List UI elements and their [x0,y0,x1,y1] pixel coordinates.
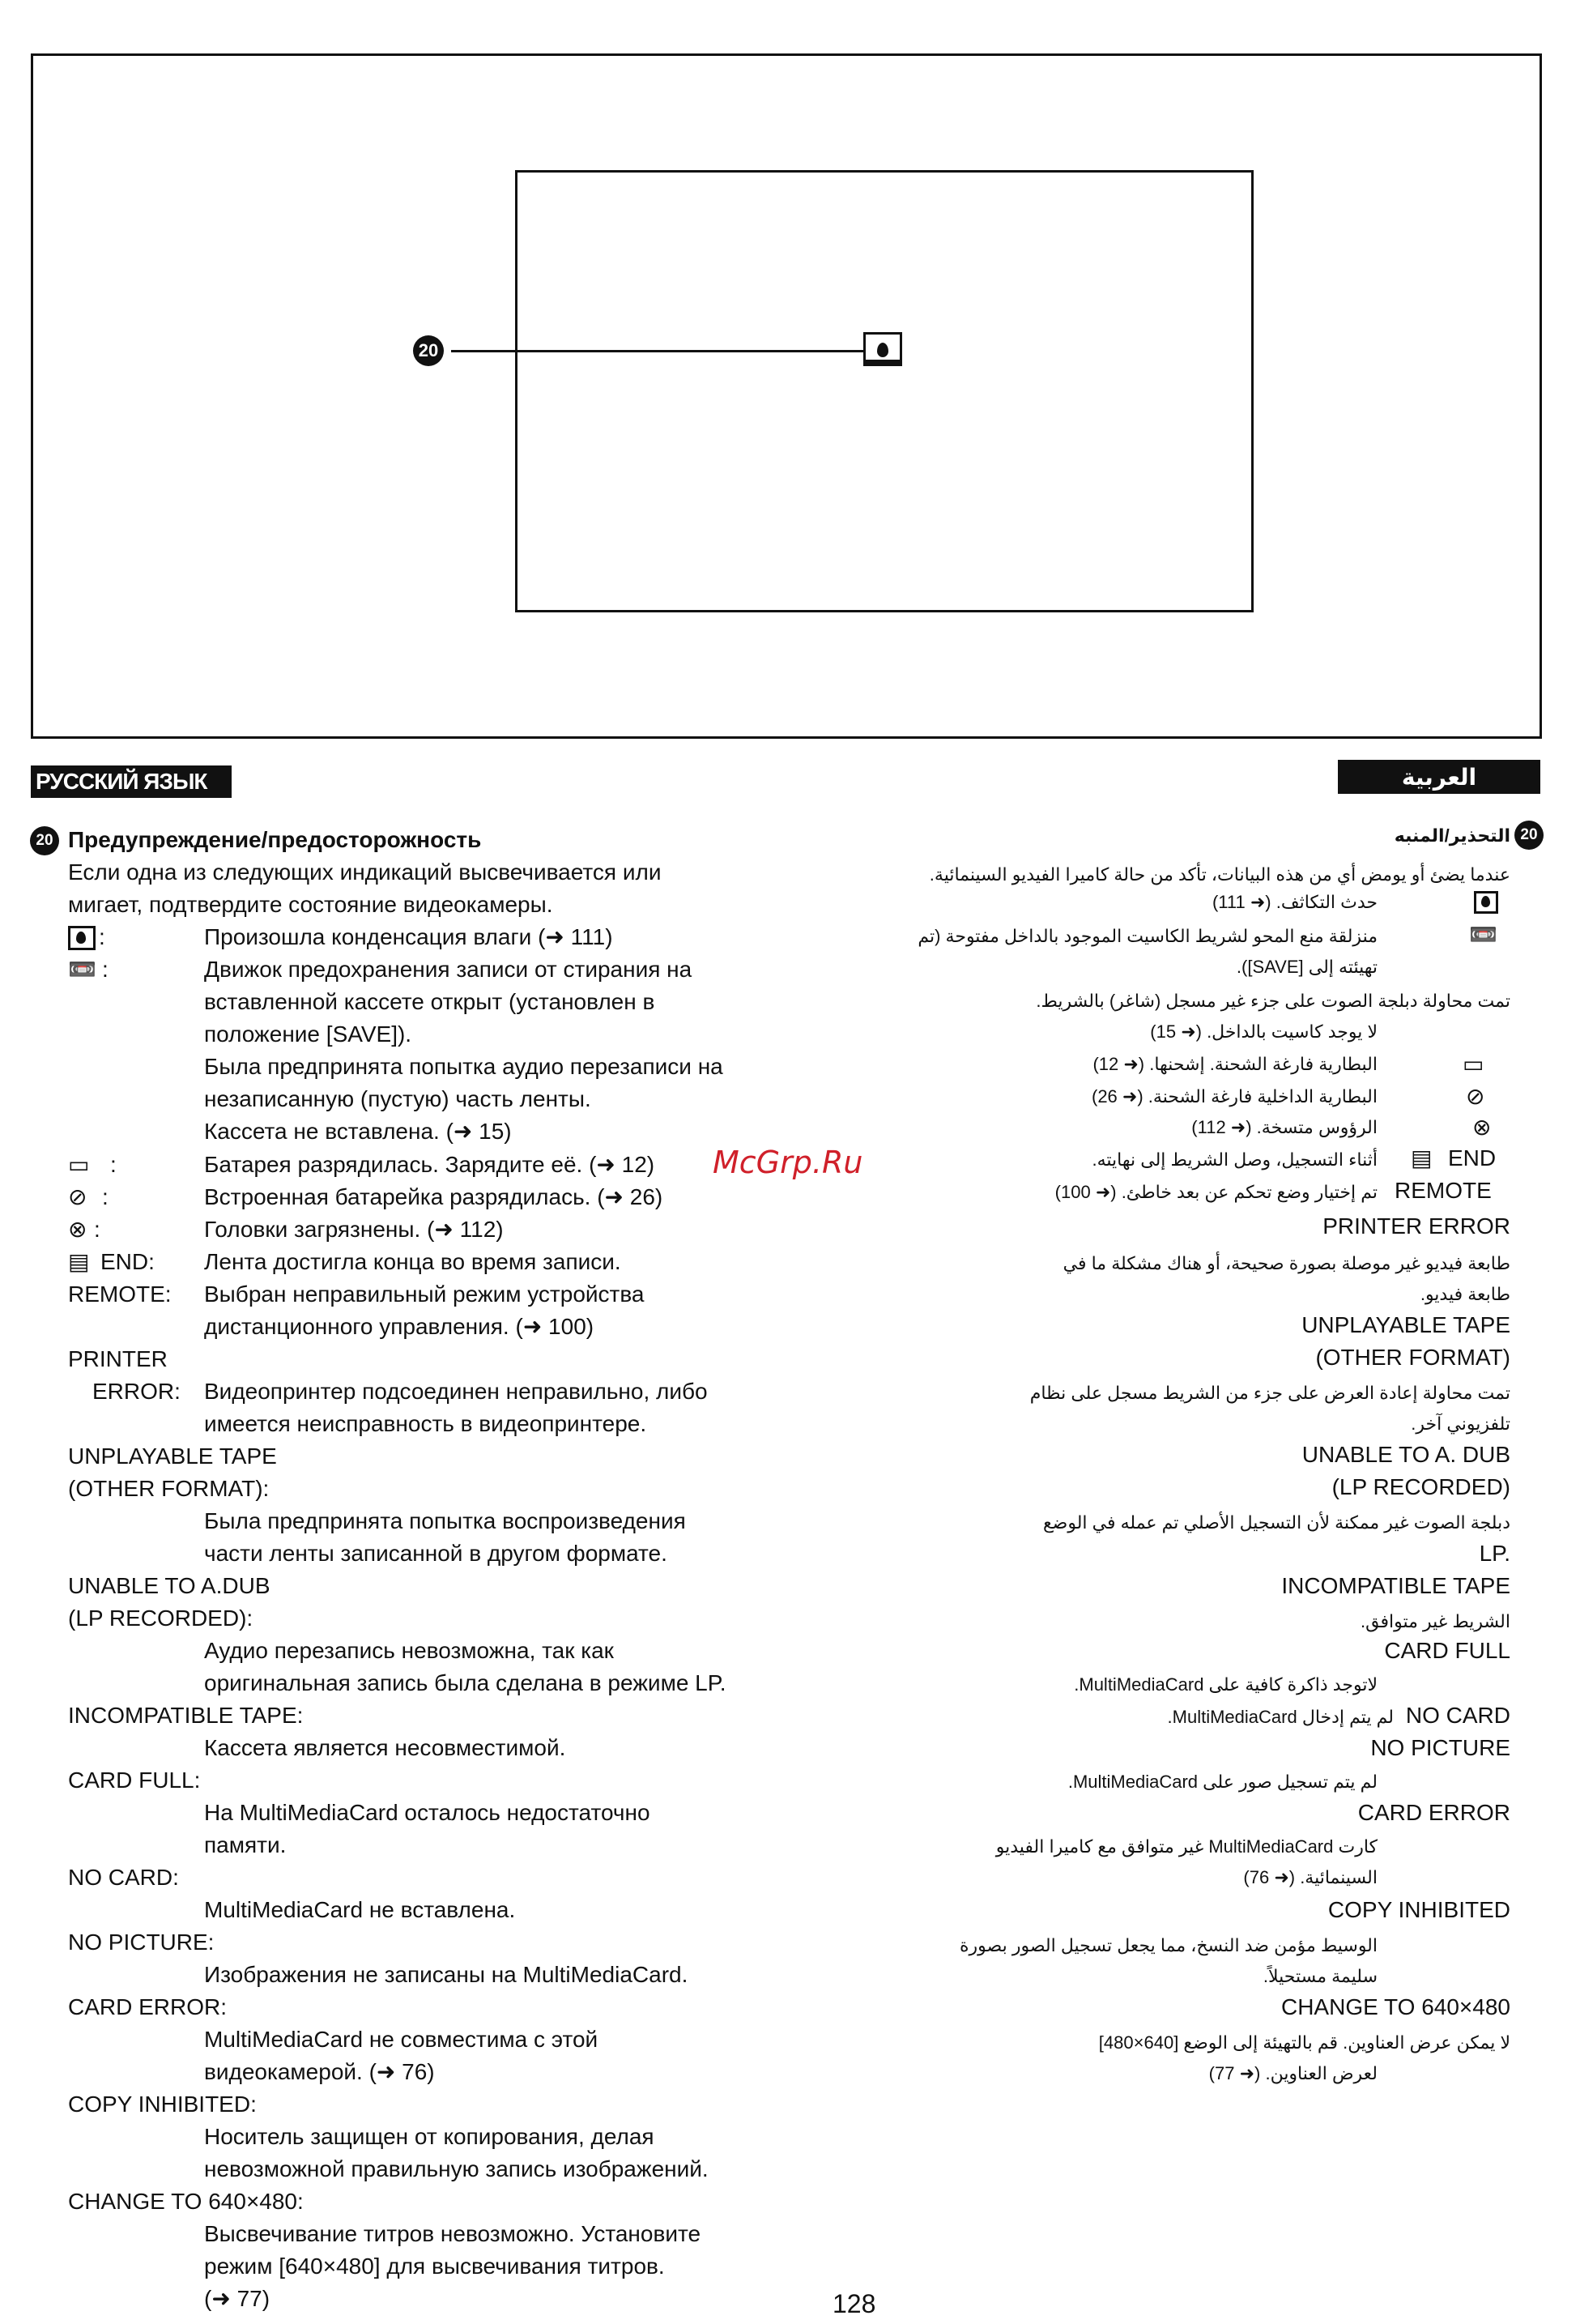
ar-item-text: تم إختيار وضع تحكم عن بعد خاطئ. (➜ 100) [1054,1182,1378,1202]
ru-item-text: незаписанную (пустую) часть ленты. [204,1086,591,1111]
cassette-icon: 📼 [68,957,96,982]
ru-block-text: Была предпринята попытка воспроизведения [204,1508,686,1533]
ru-item-key: : [102,1184,109,1209]
condensation-icon [68,926,96,950]
ru-block-text: Высвечивание титров невозможно. Установите [204,2221,701,2246]
ru-block-text: Изображения не записаны на MultiMediaCard. [204,1962,688,1987]
ar-block-head: CARD ERROR [1357,1800,1510,1825]
ru-item-key: ERROR: [92,1379,181,1404]
ar-block-text: لم يتم تسجيل صور على MultiMediaCard. [1067,1772,1378,1792]
ar-block-text: السينمائية. (➜ 76) [1243,1867,1378,1887]
ru-item-text: Кассета не вставлена. (➜ 15) [204,1119,512,1144]
ru-block-head: CHANGE TO 640×480: [68,2189,304,2214]
viewfinder-screen [515,170,1254,612]
ru-item-text: имеется неисправность в видеопринтере. [204,1411,647,1436]
ru-block-text: оригинальная запись была сделана в режиме LP. [204,1670,726,1695]
ar-block-text: طابعة فيديو. [1420,1284,1510,1304]
ar-item-text: حدث التكاثف. (➜ 111) [1212,892,1378,912]
ar-block-text: لم يتم إدخال MultiMediaCard. [1167,1707,1394,1727]
ru-block-text: видеокамерой. (➜ 76) [204,2059,435,2084]
ar-block-text: طابعة فيديو غير موصلة بصورة صحيحة، أو هناك مشكلة ما في [1063,1253,1510,1273]
ar-item-text: أثناء التسجيل، وصل الشريط إلى نهايته. [1092,1149,1378,1170]
ru-item-text: вставленной кассете открыт (установлен в [204,989,655,1014]
ar-block-head: UNPLAYABLE TAPE [1301,1312,1510,1337]
ru-intro: Если одна из следующих индикаций высвечивается или [68,859,662,885]
ar-block-head: (OTHER FORMAT) [1315,1345,1510,1370]
ar-block-head: (LP RECORDED) [1331,1474,1510,1499]
ru-item-text: положение [SAVE]). [204,1021,412,1047]
ru-block-text: На MultiMediaCard осталось недостаточно [204,1800,650,1825]
ar-block-head: NO CARD [1405,1703,1510,1728]
lang-header-arabic: العربية [1338,760,1540,794]
lang-header-russian: РУССКИЙ ЯЗЫК [31,765,232,798]
ar-block-text: تلفزيوني آخر. [1411,1414,1510,1434]
ru-block-head: (LP RECORDED): [68,1605,253,1631]
ar-item-text: البطارية فارغة الشحنة. إشحنها. (➜ 12) [1092,1054,1378,1074]
ar-block-text: الشريط غير متوافق. [1361,1611,1510,1631]
page-number: 128 [833,2289,876,2318]
ru-item-text: дистанционного управления. (➜ 100) [204,1314,594,1339]
battery-icon: ▭ [1463,1051,1484,1077]
ru-item-key: PRINTER [68,1346,168,1371]
cassette-icon: 📼 [1469,922,1497,947]
ru-block-head: NO CARD: [68,1865,179,1890]
ru-intro: мигает, подтвердите состояние видеокамеры. [68,892,553,917]
ru-item-text: Лента достигла конца во время записи. [204,1249,621,1274]
ru-block-text: MultiMediaCard не совместима с этой [204,2027,598,2052]
callout-line [451,350,863,352]
ru-block-head: UNPLAYABLE TAPE [68,1443,277,1469]
ar-item-text: منزلقة منع المحو لشريط الكاسيت الموجود بالداخل مفتوحة (تم [918,926,1378,946]
ru-item-text: Встроенная батарейка разрядилась. (➜ 26) [204,1184,663,1209]
ru-block-text: памяти. [204,1832,287,1857]
ar-block-text: لا يمكن عرض العناوين. قم بالتهيئة إلى الوضع [640×480] [1098,2032,1510,2053]
ar-block-head: PRINTER ERROR [1322,1213,1510,1239]
internal-battery-icon: ⊘ [1466,1084,1485,1109]
ar-block-head: CARD FULL [1384,1638,1510,1663]
ru-item-key: : [102,957,109,982]
ar-block-text: كارت MultiMediaCard غير متوافق مع كاميرا الفيديو [995,1836,1378,1857]
condensation-icon [863,332,902,366]
section-badge: 20 [30,826,59,855]
ar-block-text: سليمة مستحيلاً. [1263,1966,1378,1986]
ar-item-text: البطارية الداخلية فارغة الشحنة. (➜ 26) [1091,1086,1378,1107]
ar-intro: عندما يضئ أو يومض أي من هذه البيانات، تأكد من حالة كاميرا الفيديو السينمائية. [929,864,1510,885]
ar-section-title: التحذير/المنبه [1394,825,1510,846]
ar-block-text: دبلجة الصوت غير ممكنة لأن التسجيل الأصلي تم عمله في الوضع [1042,1512,1510,1533]
ru-item-key: : [94,1217,100,1242]
ru-block-head: NO PICTURE: [68,1930,215,1955]
ar-block-head: INCOMPATIBLE TAPE [1281,1573,1510,1598]
watermark: McGrp.Ru [713,1145,863,1180]
callout-marker: 20 [413,335,444,366]
ru-block-head: CARD FULL: [68,1768,201,1793]
ru-item-text: Произошла конденсация влаги (➜ 111) [204,924,613,949]
ru-item-key: END: [100,1249,155,1274]
ru-block-text: части ленты записанной в другом формате. [204,1541,667,1566]
tape-end-icon: ▤ [1411,1145,1433,1171]
ru-item-text: Выбран неправильный режим устройства [204,1281,645,1307]
ru-block-head: UNABLE TO A.DUB [68,1573,270,1598]
ru-item-key: : [99,924,105,949]
ar-item-key: REMOTE [1395,1178,1492,1203]
dirty-heads-icon: ⊗ [68,1217,87,1242]
ar-item-text: لا يوجد كاسيت بالداخل. (➜ 15) [1150,1021,1378,1042]
ar-block-text: لاتوجد ذاكرة كافية على MultiMediaCard. [1074,1674,1378,1695]
dirty-heads-icon: ⊗ [1472,1115,1492,1140]
ru-block-text: Носитель защищен от копирования, делая [204,2124,654,2149]
ru-block-head: INCOMPATIBLE TAPE: [68,1703,304,1728]
ru-item-key: REMOTE: [68,1281,172,1307]
ar-block-head: COPY INHIBITED [1327,1897,1510,1922]
ar-block-head: NO PICTURE [1370,1735,1510,1760]
ar-block-text: تمت محاولة إعادة العرض على جزء من الشريط مسجل على نظام [1029,1383,1510,1403]
ar-item-text: تهيئته إلى [SAVE]). [1236,957,1378,977]
ru-block-text: (➜ 77) [204,2286,270,2311]
ru-block-text: режим [640×480] для высвечивания титров. [204,2254,665,2279]
ar-block-text: الوسيط مؤمن ضد النسخ، مما يجعل تسجيل الصور بصورة [960,1935,1378,1955]
ru-block-head: COPY INHIBITED: [68,2092,257,2117]
ru-item-text: Движок предохранения записи от стирания на [204,957,692,982]
ar-item-text: تمت محاولة دبلجة الصوت على جزء غير مسجل (شاغر) بالشريط. [1036,991,1510,1011]
ru-item-text: Батарея разрядилась. Зарядите её. (➜ 12) [204,1152,655,1177]
ar-block-head: CHANGE TO 640×480 [1280,1994,1510,2019]
ar-item-text: الرؤوس متسخة. (➜ 112) [1191,1117,1378,1137]
tape-end-icon: ▤ [68,1249,90,1274]
ar-block-head: UNABLE TO A. DUB [1301,1442,1510,1467]
ar-block-text: لعرض العناوين. (➜ 77) [1208,2063,1378,2083]
condensation-icon [1474,891,1498,914]
ru-block-text: Кассета является несовместимой. [204,1735,566,1760]
battery-icon: ▭ [68,1152,90,1177]
ru-block-text: MultiMediaCard не вставлена. [204,1897,516,1922]
ru-item-text: Видеопринтер подсоединен неправильно, либо [204,1379,708,1404]
ru-block-text: Аудио перезапись невозможна, так как [204,1638,614,1663]
ru-block-text: невозможной правильную запись изображений. [204,2156,709,2181]
internal-battery-icon: ⊘ [68,1184,87,1209]
ru-block-head: (OTHER FORMAT): [68,1476,270,1501]
ru-item-key: : [110,1152,117,1177]
ru-item-text: Была предпринята попытка аудио перезаписи на [204,1054,723,1079]
section-badge: 20 [1514,821,1544,850]
ar-item-key: END [1448,1145,1497,1171]
ru-block-head: CARD ERROR: [68,1994,228,2019]
ru-item-text: Головки загрязнены. (➜ 112) [204,1217,504,1242]
ru-section-title: Предупреждение/предосторожность [68,827,482,852]
ar-block-text: LP. [1479,1541,1510,1566]
